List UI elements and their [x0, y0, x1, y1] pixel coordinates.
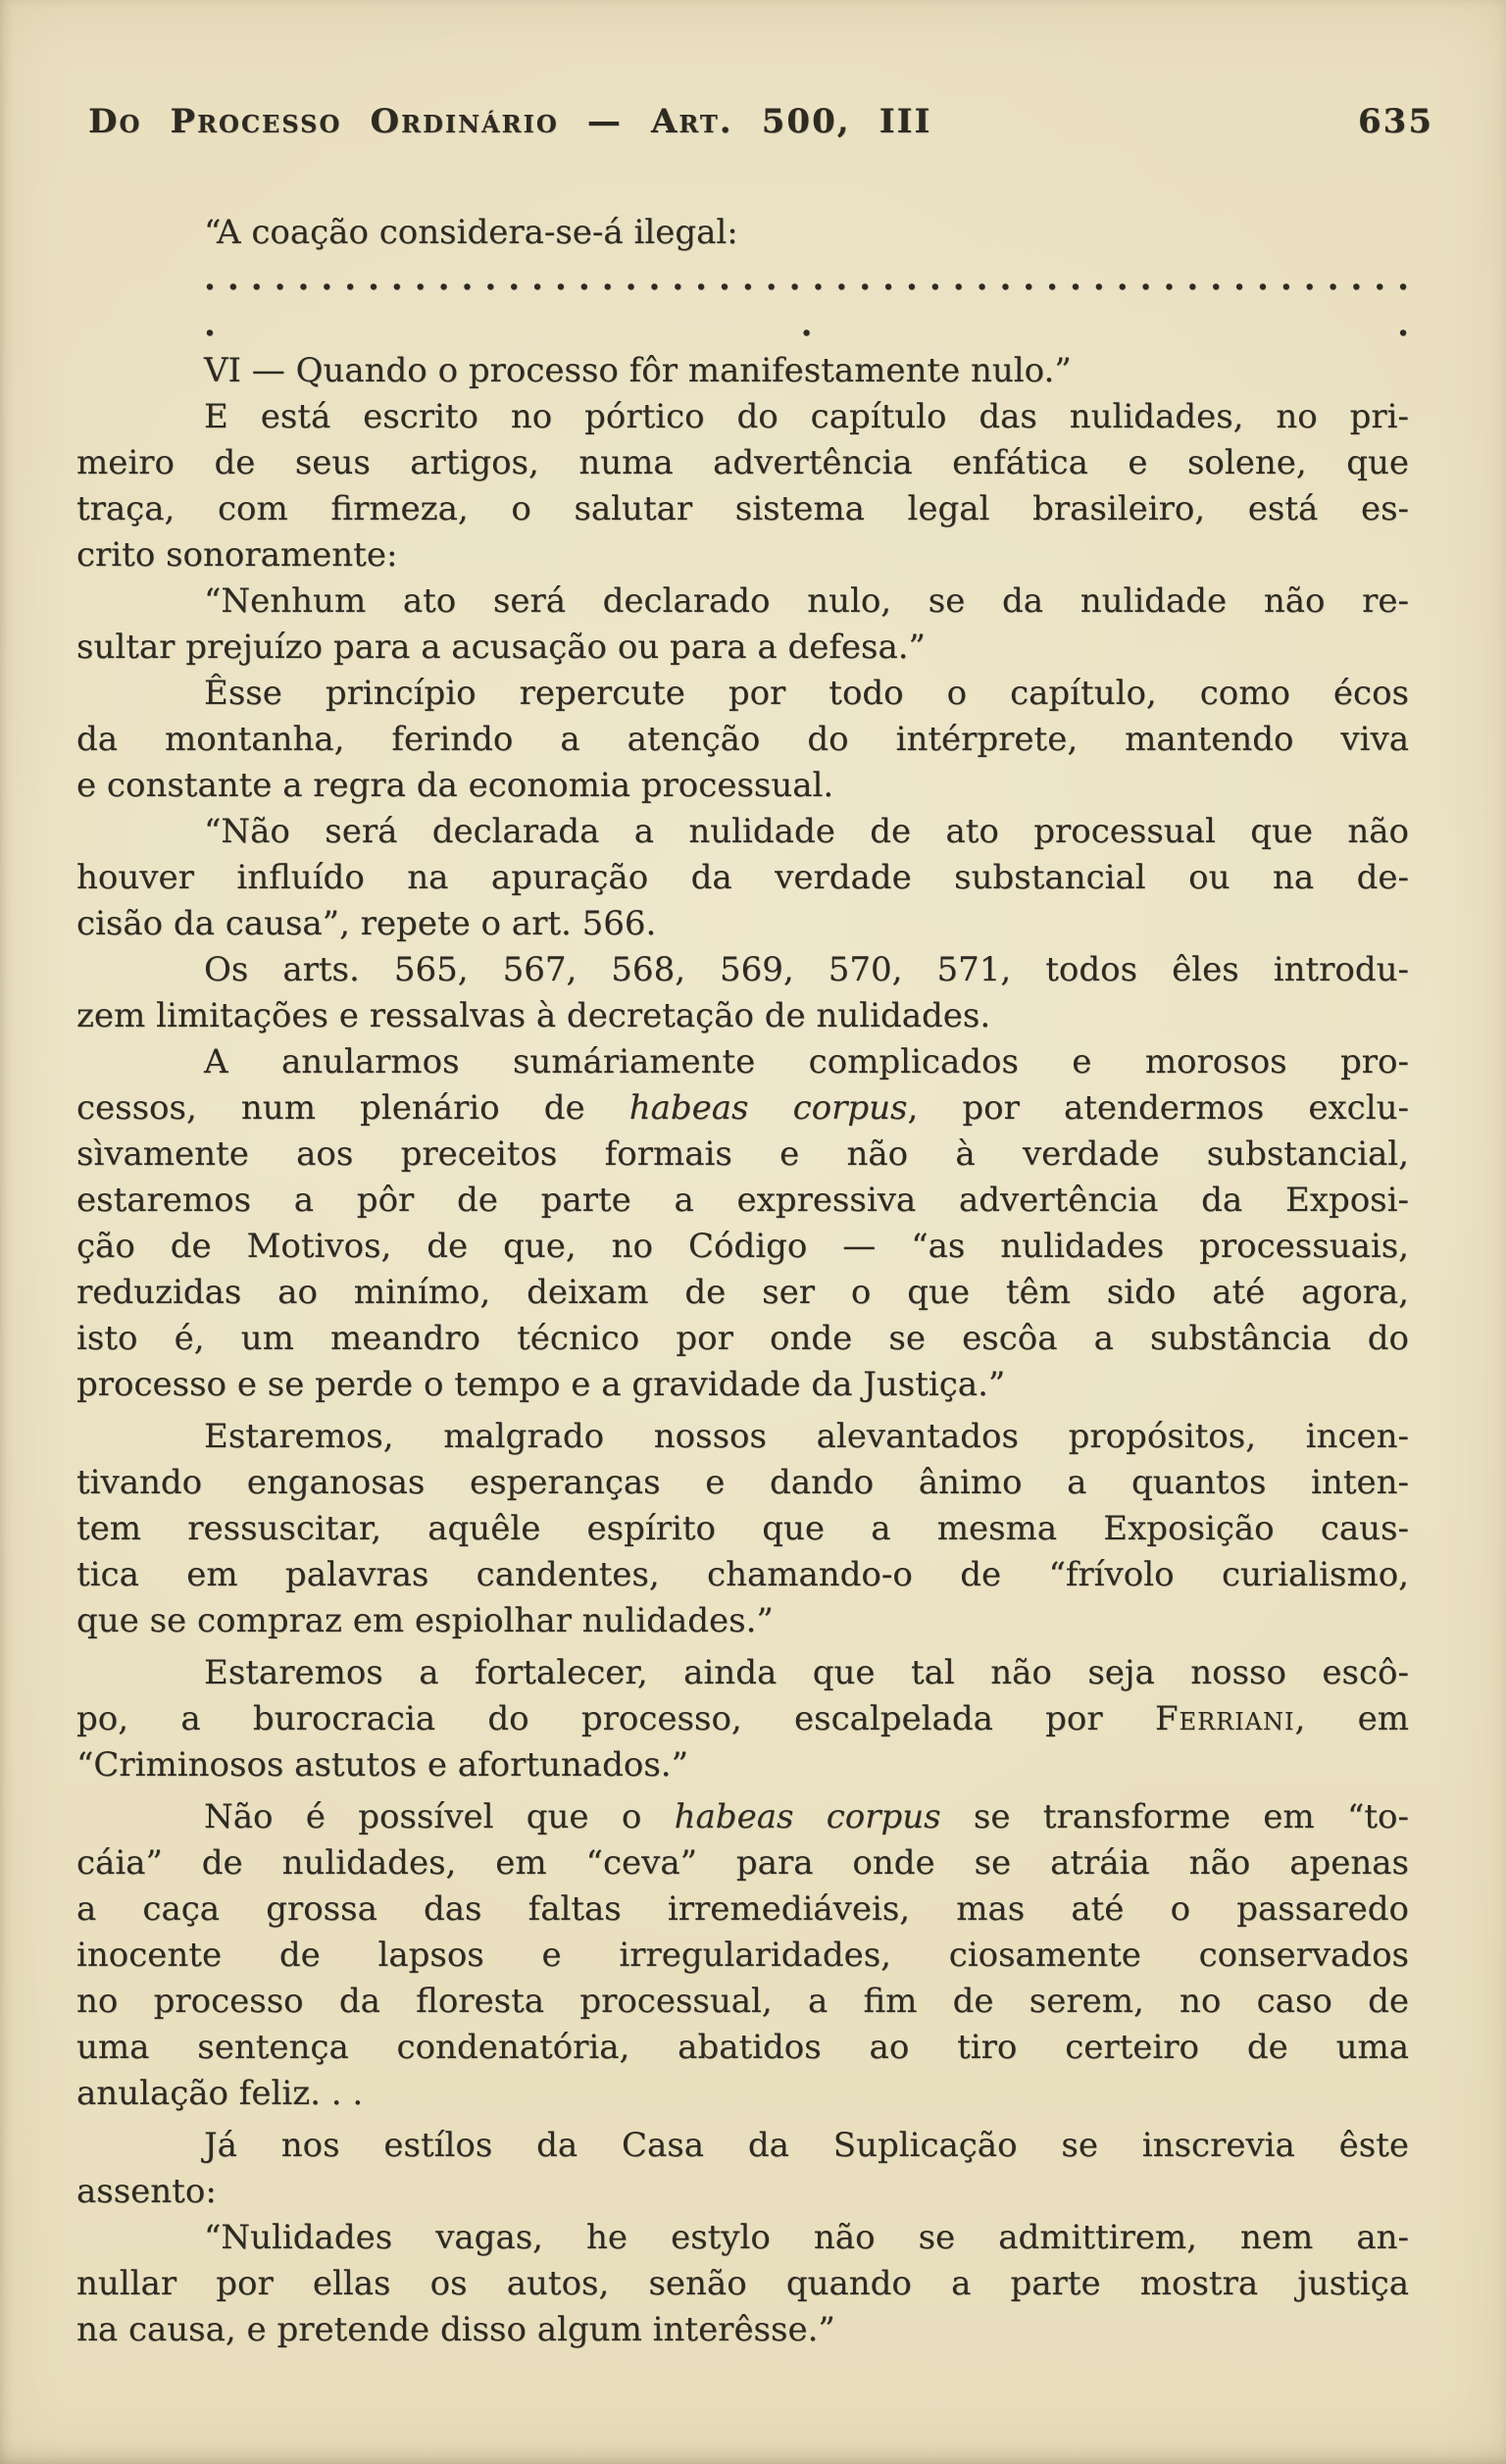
text-segment: cessos, num plenário de [76, 1088, 629, 1128]
text-line [76, 1362, 1409, 1408]
text-line [76, 2307, 1409, 2353]
text-segment: , em [1294, 1699, 1409, 1738]
text-line [76, 993, 1409, 1039]
text-line [76, 1794, 1409, 1840]
text-segment: Estaremos a fortalecer, ainda que tal não seja nosso escô- [204, 1653, 1409, 1692]
text-line [76, 901, 1409, 947]
text-line [76, 1414, 1409, 1460]
text-segment: crito sonoramente: [76, 535, 398, 575]
paragraph [76, 348, 1409, 394]
text-segment: isto é, um meandro técnico por onde se escôa a substância do [76, 1319, 1409, 1358]
text-segment: que se compraz em espiolhar nulidades.” [76, 1601, 774, 1640]
text-line [76, 1039, 1409, 1085]
running-title: Do Processo Ordinário — Art. 500, III [88, 102, 932, 141]
text-line [76, 1886, 1409, 1933]
text-segment: , por atendermos exclu- [907, 1088, 1409, 1128]
text-segment: no processo da floresta processual, a fim de serem, no caso de [76, 1982, 1409, 2021]
text-line [76, 1742, 1409, 1788]
text-line [76, 763, 1409, 809]
text-segment: uma sentença condenatória, abatidos ao tiro certeiro de uma [76, 2028, 1409, 2067]
text-segment: assento: [76, 2172, 217, 2211]
text-line [76, 717, 1409, 763]
paragraph [76, 671, 1409, 809]
italic-term: habeas corpus [628, 1088, 908, 1128]
text-line [76, 578, 1409, 625]
text-line [76, 394, 1409, 440]
text-line [76, 1979, 1409, 2025]
text-segment: nullar por ellas os autos, senão quando a parte mostra justiça [76, 2264, 1409, 2303]
text-line [76, 855, 1409, 901]
text-line [76, 2123, 1409, 2169]
italic-term: habeas corpus [674, 1797, 941, 1836]
paragraph [76, 210, 1409, 256]
text-segment: zem limitações e ressalvas à decretação de nulidades. [76, 996, 991, 1035]
text-segment: Não é possível que o [204, 1797, 675, 1836]
text-segment: Já nos estílos da Casa da Suplicação se inscrevia êste [204, 2126, 1409, 2165]
paragraph [76, 1414, 1409, 1644]
text-line [76, 1696, 1409, 1742]
text-line [76, 671, 1409, 717]
text-line [76, 2169, 1409, 2215]
paragraph [76, 947, 1409, 1039]
text-segment: processo e se perde o tempo e a gravidade da Justiça.” [76, 1365, 1006, 1404]
running-head [88, 101, 1433, 142]
text-segment: VI — Quando o processo fôr manifestamente nulo.” [204, 351, 1072, 390]
text-segment: Êsse princípio repercute por todo o capítulo, como écos [204, 674, 1409, 713]
text-segment: na causa, e pretende disso algum interêsse.” [76, 2310, 835, 2349]
text-line [76, 1316, 1409, 1362]
text-line [76, 532, 1409, 578]
text-line [76, 210, 1409, 256]
text-line [76, 1270, 1409, 1316]
text-line [76, 947, 1409, 993]
text-segment: traça, com firmeza, o salutar sistema legal brasileiro, está es- [76, 489, 1409, 528]
smallcaps-author-name: Ferriani [1154, 1699, 1295, 1738]
text-segment: Estaremos, malgrado nossos alevantados propósitos, incen- [204, 1417, 1409, 1456]
text-segment: tica em palavras candentes, chamando-o de “frívolo curialismo, [76, 1555, 1409, 1594]
text-segment: sìvamente aos preceitos formais e não à verdade substancial, [76, 1134, 1409, 1174]
text-segment: se transforme em “to- [940, 1797, 1409, 1836]
text-segment: tem ressuscitar, aquêle espírito que a mesma Exposição caus- [76, 1509, 1409, 1548]
text-line [76, 1650, 1409, 1696]
text-line [76, 1506, 1409, 1552]
text-line [76, 1224, 1409, 1270]
page-text [76, 210, 1409, 2353]
text-segment: anulação feliz. . . [76, 2074, 364, 2113]
text-segment: “Não será declarada a nulidade de ato processual que não [204, 812, 1409, 851]
text-segment: inocente de lapsos e irregularidades, ciosamente conservados [76, 1936, 1409, 1975]
text-segment: reduzidas ao minímo, deixam de ser o que têm sido até agora, [76, 1273, 1409, 1312]
text-segment: ção de Motivos, de que, no Código — “as nulidades processuais, [76, 1227, 1409, 1266]
text-segment: “A coação considera-se-á ilegal: [204, 213, 738, 252]
text-segment: A anularmos sumáriamente complicados e morosos pro- [204, 1042, 1409, 1081]
page-number: 635 [1358, 102, 1433, 141]
paragraph [76, 394, 1409, 578]
text-line [76, 440, 1409, 486]
paragraph [76, 1650, 1409, 1788]
text-segment: tivando enganosas esperanças e dando ânimo a quantos inten- [76, 1463, 1409, 1502]
paragraph [76, 1794, 1409, 2117]
text-segment: po, a burocracia do processo, escalpelada por [76, 1699, 1155, 1738]
text-line [76, 486, 1409, 532]
ellipsis-dotted-rule: . . . . . . . . . . . . . . . . . . . . . . . . . . . . . . . . . . . . . . . . . . . . . . . . . . . . . . . [204, 259, 1409, 344]
text-segment: e constante a regra da economia processual. [76, 766, 834, 805]
text-line [76, 1552, 1409, 1598]
text-segment: “Criminosos astutos e afortunados.” [76, 1745, 688, 1785]
text-line [76, 2025, 1409, 2071]
text-segment: “Nulidades vagas, he estylo não se admittirem, nem an- [204, 2218, 1409, 2257]
text-segment: houver influído na apuração da verdade substancial ou na de- [76, 858, 1409, 897]
text-line [76, 1933, 1409, 1979]
paragraph [76, 2123, 1409, 2215]
text-line [76, 348, 1409, 394]
text-line [76, 809, 1409, 855]
paragraph [76, 2215, 1409, 2353]
text-line [76, 1131, 1409, 1178]
paragraph [76, 1039, 1409, 1408]
text-segment: a caça grossa das faltas irremediáveis, mas até o passaredo [76, 1889, 1409, 1929]
text-line [76, 2215, 1409, 2261]
text-line [76, 1178, 1409, 1224]
text-segment: Os arts. 565, 567, 568, 569, 570, 571, todos êles introdu- [204, 950, 1409, 989]
text-line [76, 1460, 1409, 1506]
text-segment: “Nenhum ato será declarado nulo, se da nulidade não re- [204, 581, 1409, 621]
text-line [76, 625, 1409, 671]
text-segment: estaremos a pôr de parte a expressiva advertência da Exposi- [76, 1181, 1409, 1220]
text-segment: E está escrito no pórtico do capítulo das nulidades, no pri- [204, 397, 1409, 436]
text-segment: sultar prejuízo para a acusação ou para a defesa.” [76, 628, 926, 667]
text-segment: cisão da causa”, repete o art. 566. [76, 904, 657, 943]
text-line [76, 2261, 1409, 2307]
text-segment: da montanha, ferindo a atenção do intérprete, mantendo viva [76, 720, 1409, 759]
paragraph [76, 809, 1409, 947]
text-segment: meiro de seus artigos, numa advertência enfática e solene, que [76, 443, 1409, 482]
text-line [76, 1598, 1409, 1644]
paragraph [76, 578, 1409, 671]
text-line [76, 1085, 1409, 1131]
text-line [76, 1840, 1409, 1886]
text-line [76, 2071, 1409, 2117]
text-segment: cáia” de nulidades, em “ceva” para onde se atráia não apenas [76, 1843, 1409, 1883]
